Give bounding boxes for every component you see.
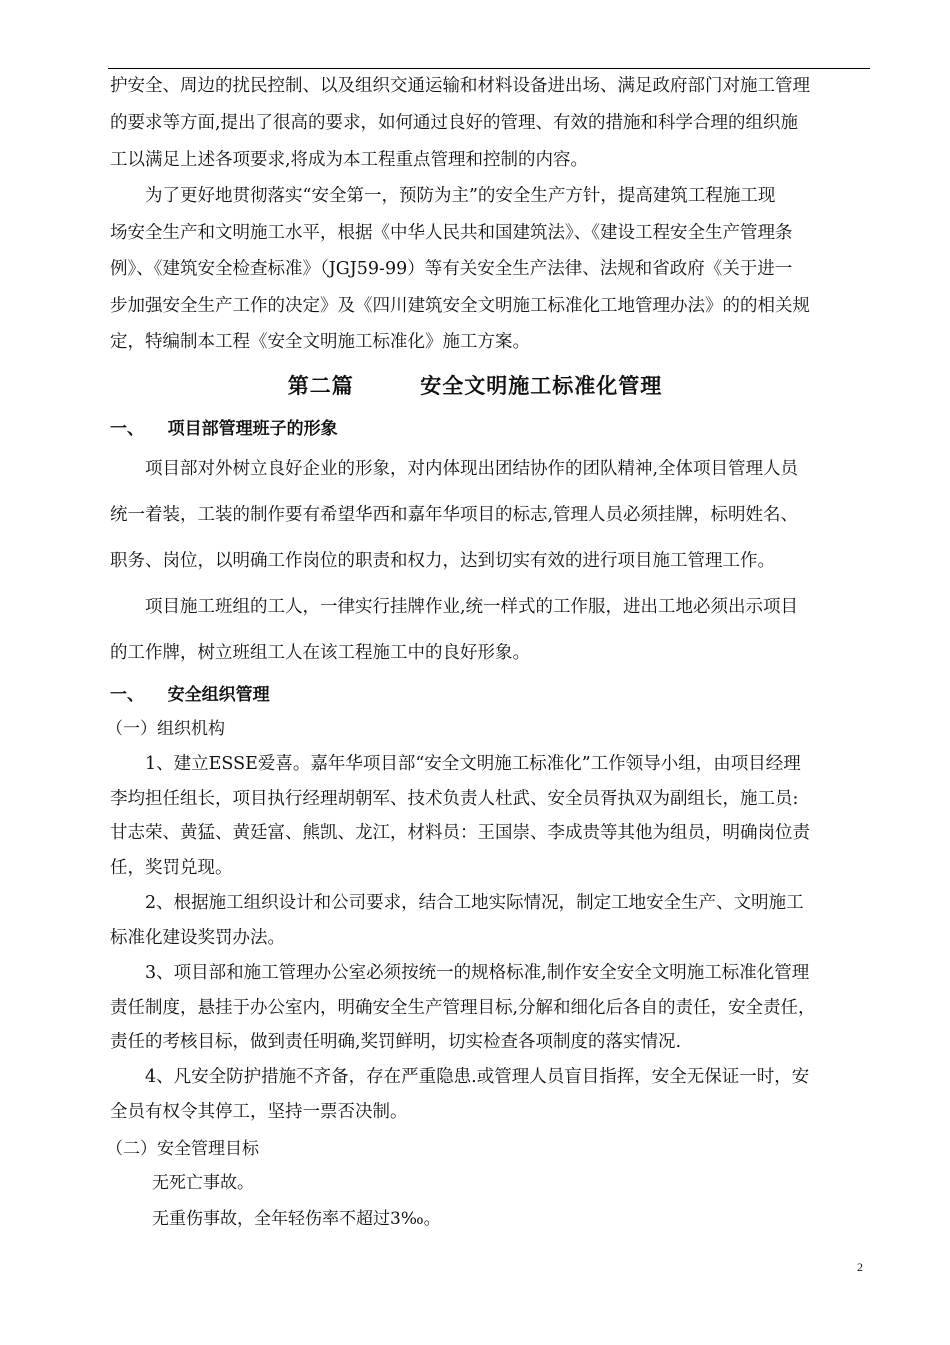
goal-line: 无死亡事故。: [152, 1173, 254, 1193]
text-line: 工以满足上述各项要求,将成为本工程重点管理和控制的内容。: [110, 150, 589, 170]
item-4: [110, 1060, 870, 1129]
section-heading: 一、 项目部管理班子的形象: [110, 419, 338, 439]
text-line: 李均担任组长，项目执行经理胡朝军、技术负责人杜武、安全员胥执双为副组长，施工员:: [110, 788, 799, 809]
text-line: 步加强安全生产工作的决定》及《四川建筑安全文明施工标准化工地管理办法》的的相关规: [110, 295, 810, 316]
text-line: 甘志荣、黄猛、黄廷富、熊凯、龙江，材料员：王国崇、李成贵等其他为组员，明确岗位责: [110, 823, 810, 843]
text-line: 4、凡安全防护措施不齐备，存在严重隐患.或管理人员盲目指挥，安全无保证一时，安: [145, 1067, 810, 1087]
text-line: 统一着装，工装的制作要有希望华西和嘉年华项目的标志,管理人员必须挂牌，标明姓名、: [110, 505, 799, 525]
intro-paragraph-1: [110, 68, 870, 179]
intro-paragraph-2: [110, 178, 870, 361]
text-line: 责任制度，悬挂于办公室内，明确安全生产管理目标,分解和细化后各自的责任，安全责任，: [110, 997, 816, 1018]
text-line: 为了更好地贯彻落实“安全第一，预防为主”的安全生产方针，提高建筑工程施工现: [145, 186, 776, 206]
text-line: 标准化建设奖罚办法。: [110, 927, 285, 948]
text-line: 任，奖罚兑现。: [110, 857, 233, 878]
text-line: 职务、岗位，以明确工作岗位的职责和权力，达到切实有效的进行项目施工管理工作。: [110, 551, 775, 571]
item-1: [110, 747, 870, 885]
goal-line: 无重伤事故，全年轻伤率不超过3‰。: [152, 1209, 441, 1229]
text-line: 3、项目部和施工管理办公室必须按统一的规格标准,制作安全安全文明施工标准化管理: [145, 963, 810, 983]
item-3: [110, 956, 870, 1060]
text-line: 全员有权令其停工，坚持一票否决制。: [110, 1101, 408, 1122]
text-line: 的工作牌，树立班组工人在该工程施工中的良好形象。: [110, 643, 530, 663]
text-line: 例》、《建筑安全检查标准》（JGJ59-99）等有关安全生产法律、法规和省政府《关于进一: [110, 259, 793, 279]
text-line: 定，特编制本工程《安全文明施工标准化》施工方案。: [110, 332, 530, 352]
text-line: 2、根据施工组织设计和公司要求，结合工地实际情况，制定工地安全生产、文明施工: [145, 893, 804, 913]
section1-paragraph-1: [110, 446, 870, 584]
item-2: [110, 886, 870, 955]
text-line: 场安全生产和文明施工水平，根据《中华人民共和国建筑法》、《建设工程安全生产管理条: [110, 222, 793, 243]
text-line: 1、建立ESSE爱喜。嘉年华项目部“安全文明施工标准化”工作领导小组，由项目经理: [145, 754, 801, 774]
subsection-heading: （二）安全管理目标: [106, 1139, 259, 1159]
text-line: 的要求等方面,提出了很高的要求，如何通过良好的管理、有效的措施和科学合理的组织施: [110, 113, 799, 133]
text-line: 护安全、周边的扰民控制、以及组织交通运输和材料设备进出场、满足政府部门对施工管理: [110, 76, 810, 96]
section-heading: 一、 安全组织管理: [110, 685, 270, 705]
text-line: 责任的考核目标，做到责任明确,奖罚鲜明，切实检查各项制度的落实情况.: [110, 1032, 682, 1052]
page-number: 2: [857, 1260, 863, 1274]
part-title: 第二篇 安全文明施工标准化管理: [287, 374, 663, 398]
text-line: 项目部对外树立良好企业的形象，对内体现出团结协作的团队精神,全体项目管理人员: [145, 459, 799, 479]
text-line: 项目施工班组的工人，一律实行挂牌作业,统一样式的工作服，进出工地必须出示项目: [145, 597, 799, 617]
section1-paragraph-2: [110, 584, 870, 676]
subsection-heading: （一）组织机构: [106, 719, 225, 739]
